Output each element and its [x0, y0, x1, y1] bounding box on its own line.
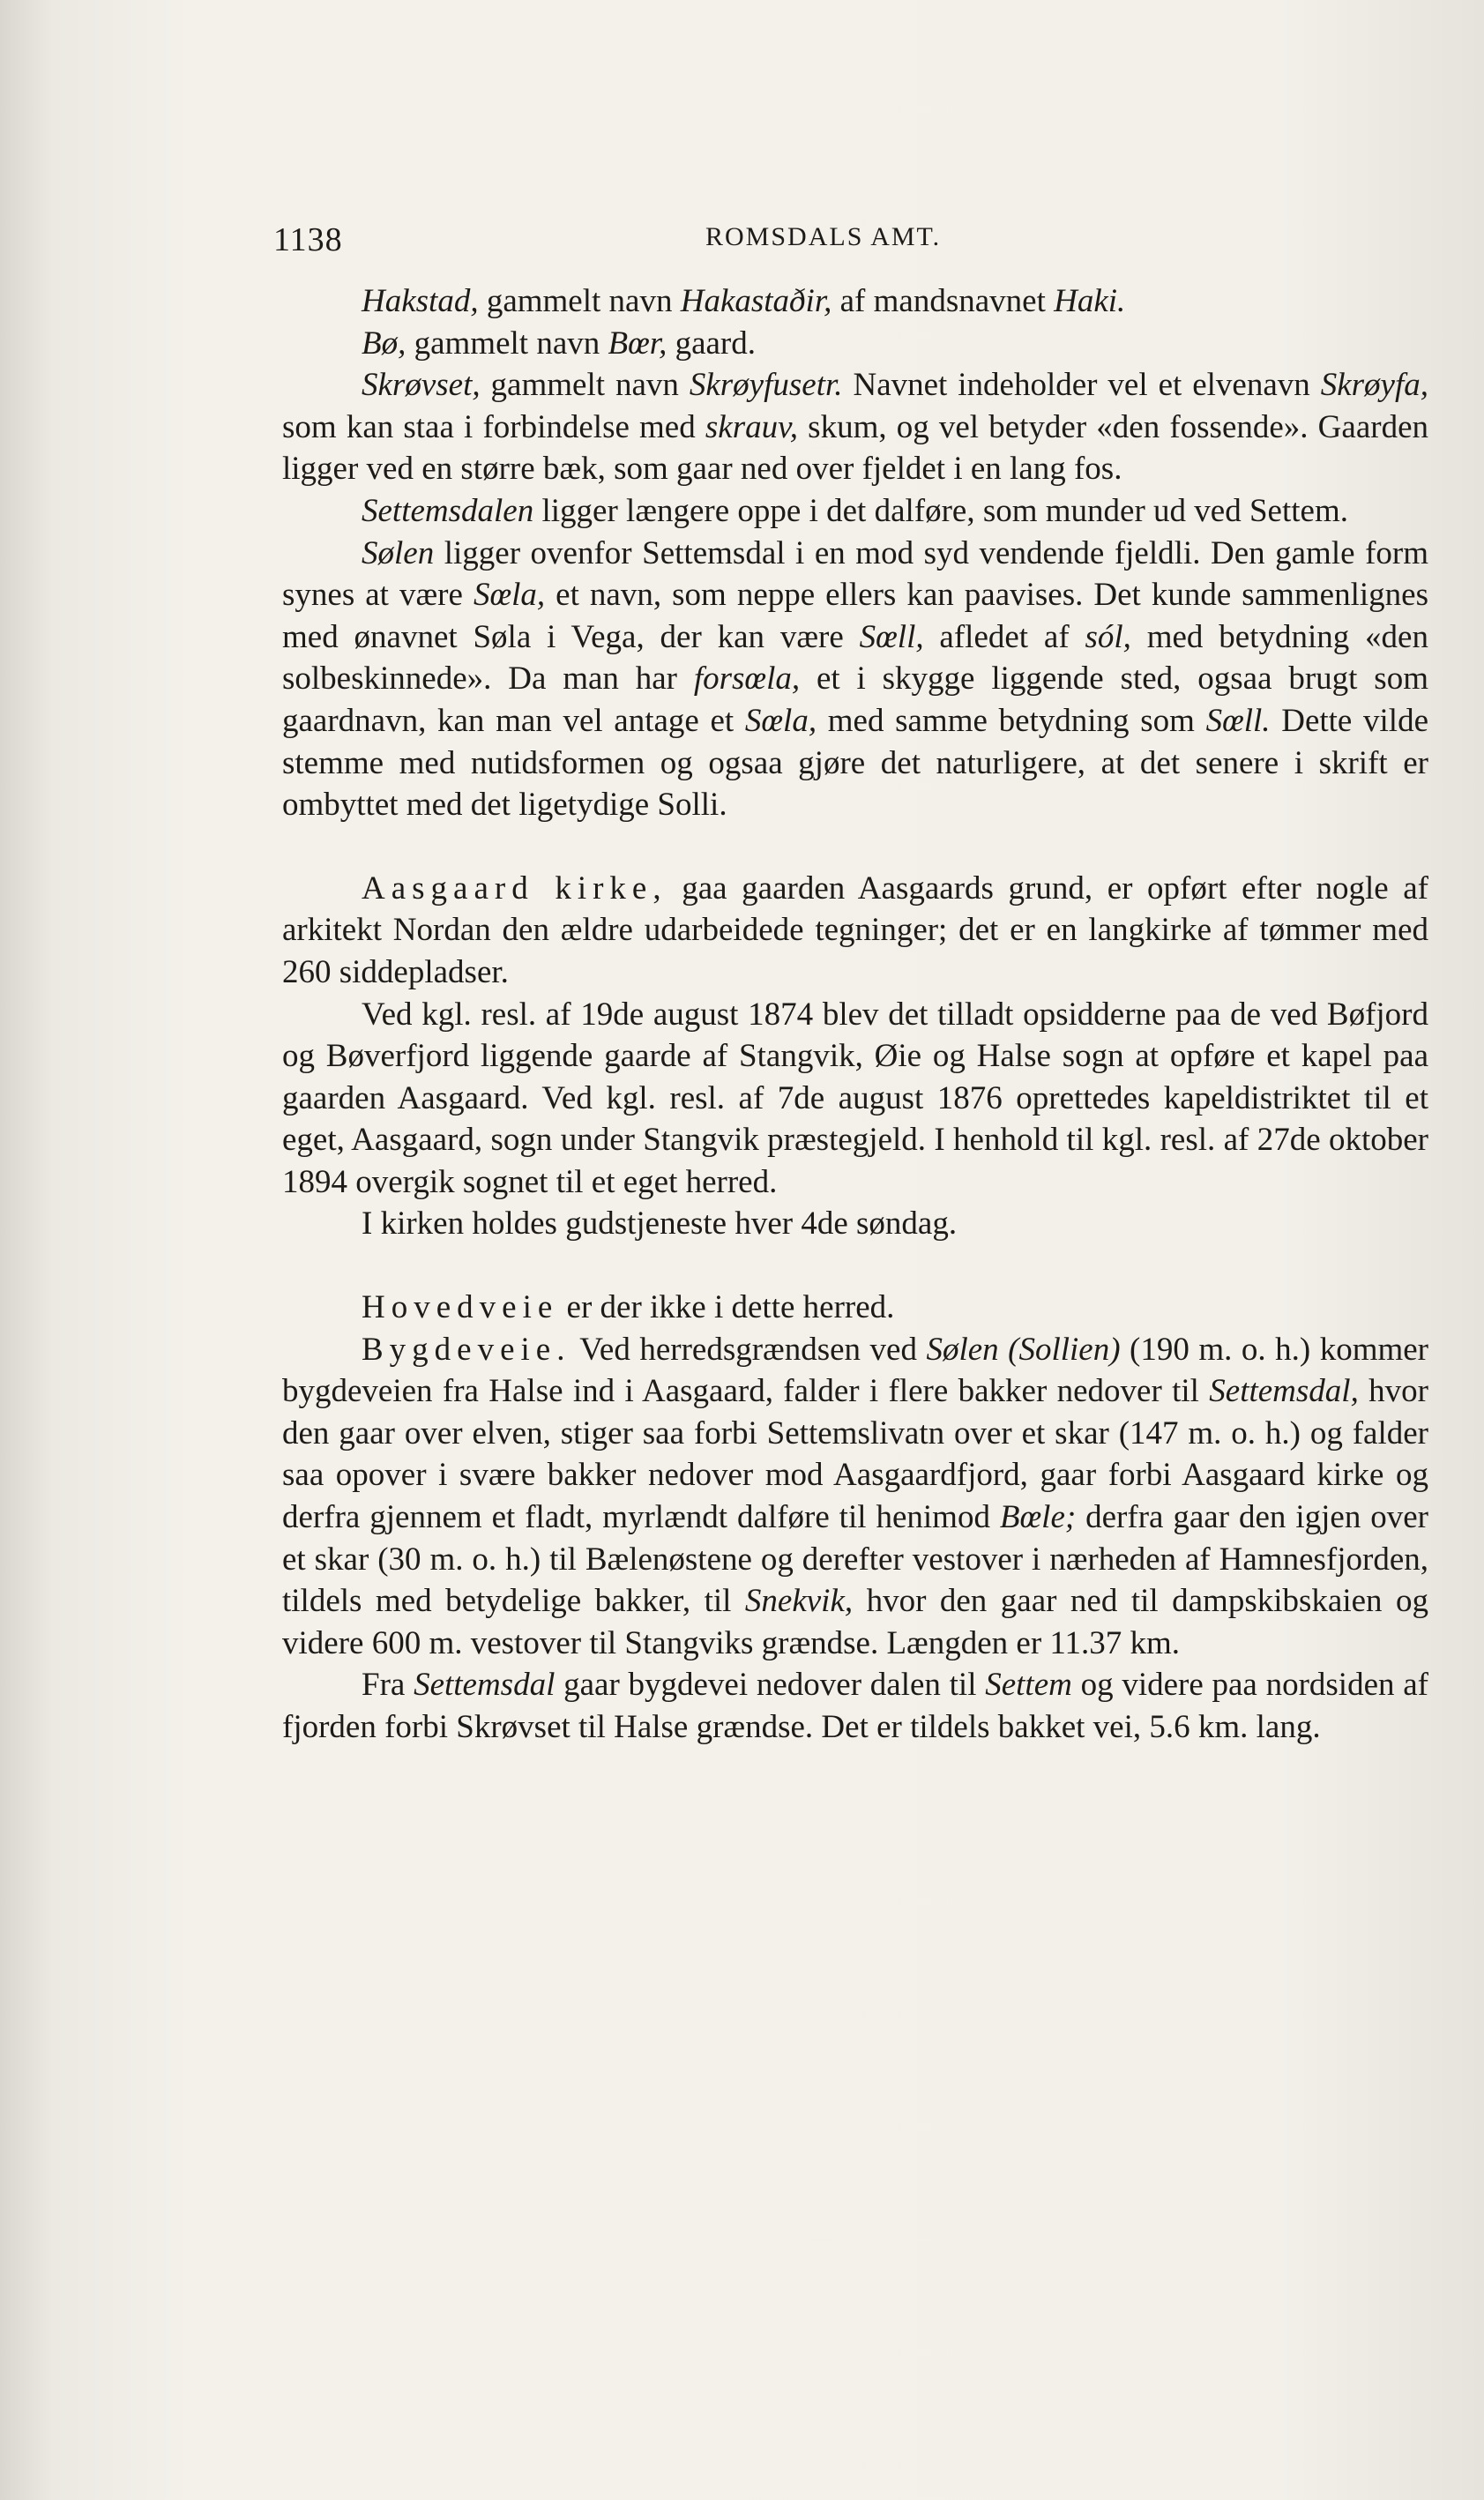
paragraph-hakstad: [282, 280, 1428, 323]
text-run: skum, og vel betyder «den fossende». Gaarden ligger ved en større bæk, som gaar ned over fjeldet i en lang fos.: [282, 408, 1428, 488]
text-run: gaard.: [667, 325, 756, 362]
text-run: som kan staa i forbindelse med: [282, 408, 705, 445]
paragraph-fra-settemsdal: [282, 1664, 1428, 1748]
text-run: gammelt navn: [478, 283, 681, 319]
place-name: Settemsdalen: [362, 492, 534, 529]
text-run: gaa gaarden Aasgaards grund, er opført efter nogle af arkitekt Nordan den ældre udarbeidede tegninger; det er en langkirke af tømmer med 260 siddepladser.: [282, 869, 1428, 990]
section-heading: Aasgaard kirke,: [362, 869, 667, 907]
text-run: Navnet indeholder vel et elvenavn: [842, 367, 1321, 404]
text-run: (190 m. o. h.) kommer bygdeveien fra Halse ind i Aasgaard, falder i flere bakker nedover til: [282, 1331, 1428, 1410]
person-name: Haki.: [1054, 283, 1126, 319]
body-text: [282, 280, 1428, 1749]
text-run: ligger længere oppe i det dalføre, som munder ud ved Settem.: [533, 492, 1348, 529]
river-name: Skrøyfa,: [1320, 367, 1429, 404]
word: sól,: [1085, 618, 1131, 655]
paragraph-hovedveie: [282, 1287, 1428, 1329]
text-run: et navn, som neppe ellers kan paavises. Det kunde sammenlignes med ønavnet Søla i Vega, der kan være: [282, 577, 1428, 655]
text-run: hvor den gaar over elven, stiger saa forbi Settemslivatn over et skar (147 m. o. h.) og falder saa opover i svære bakker nedover mod Aasgaardfjord, gaar forbi Aasgaard kirke og derfra gjennem et fladt, myrlændt dalføre til henimod: [282, 1373, 1428, 1536]
text-run: derfra gaar den igjen over et skar (30 m. o. h.) til Bælenøstene og derefter vestover i nærheden af Hamnesfjorden, tildels med betydelige bakker, til: [282, 1499, 1429, 1620]
running-head: ROMSDALS AMT.: [705, 222, 942, 251]
text-run: af mandsnavnet: [831, 283, 1055, 319]
word: Sœla,: [473, 577, 546, 614]
paragraph-solen: [282, 533, 1428, 826]
place-name: Snekvik,: [744, 1583, 854, 1620]
paragraph-gudstjeneste: I kirken holdes gudstjeneste hver 4de søndag.: [362, 1205, 958, 1243]
place-name: Settemsdal,: [1209, 1373, 1359, 1410]
text-run: Fra: [362, 1667, 414, 1704]
paragraph-resolution: Ved kgl. resl. af 19de august 1874 blev det tilladt opsidderne paa de ved Bøfjord og Bøverfjord liggende gaarde af Stangvik, Øie og Halse sogn at opføre et kapel paa gaarden Aasgaard. Ved kgl. resl. af 7de august 1876 oprettedes kapeldistriktet til et eget, Aasgaard, sogn under Stangvik præstegjeld. I henhold til kgl. resl. af 27de oktober 1894 overgik sognet til et eget herred.: [282, 996, 1428, 1200]
text-run: et i skygge liggende sted, ogsaa brugt som gaardnavn, kan man vel antage et: [282, 660, 1428, 739]
place-name: Hakstad,: [362, 283, 479, 319]
paragraph-settemsdalen: [282, 490, 1428, 533]
old-name: Skrøyfusetr.: [689, 367, 843, 404]
text-run: Ved herredsgrændsen ved: [570, 1331, 927, 1368]
text-run: og videre paa nordsiden af fjorden forbi Skrøvset til Halse grændse. Det er tildels bakket vei, 5.6 km. lang.: [282, 1667, 1428, 1745]
place-name: Bø,: [362, 325, 406, 362]
word: forsœla,: [693, 660, 801, 698]
place-name: Sølen: [362, 534, 435, 571]
word: skrauv,: [705, 408, 799, 445]
place-name: Settem: [985, 1667, 1072, 1704]
place-name: Settemsdal: [414, 1667, 556, 1704]
text-run: gammelt navn: [480, 367, 690, 404]
word: Sœla,: [744, 702, 817, 739]
text-run: Dette vilde stemme med nutidsformen og ogsaa gjøre det naturligere, at det senere i skrift er ombyttet med det ligetydige Solli.: [282, 702, 1428, 824]
word: Sœll.: [1205, 702, 1271, 739]
paragraph-kirke: [282, 868, 1428, 994]
word: Sœll,: [859, 618, 924, 655]
section-heading: Hovedveie: [362, 1289, 559, 1326]
paragraph-bo: [282, 323, 1428, 365]
text-run: ligger ovenfor Settemsdal i en mod syd vendende fjeldli. Den gamle form synes at være: [282, 534, 1428, 614]
page-header: [273, 220, 1367, 265]
section-heading: Bygdeveie.: [362, 1331, 571, 1368]
paragraph-skrovset: [282, 364, 1428, 490]
paragraph-bygdeveie: [282, 1329, 1428, 1665]
page-number: 1138: [273, 221, 343, 258]
text-run: afledet af: [923, 618, 1085, 655]
old-name: Hakastaðir,: [680, 283, 832, 319]
text-run: hvor den gaar ned til dampskibskaien og videre 600 m. vestover til Stangviks grændse. Længden er 11.37 km.: [282, 1583, 1429, 1661]
place-name: Skrøvset,: [362, 367, 481, 404]
text-run: med samme betydning som: [817, 702, 1206, 739]
text-run: er der ikke i dette herred.: [558, 1289, 895, 1326]
old-name: Bœr,: [608, 325, 667, 362]
text-run: gammelt navn: [406, 325, 608, 362]
place-name: Bœle;: [999, 1499, 1077, 1536]
place-name: Sølen (Sollien): [926, 1331, 1121, 1368]
text-run: gaar bygdevei nedover dalen til: [555, 1667, 986, 1704]
text-run: med betydning «den solbeskinnede». Da man har: [282, 618, 1428, 698]
